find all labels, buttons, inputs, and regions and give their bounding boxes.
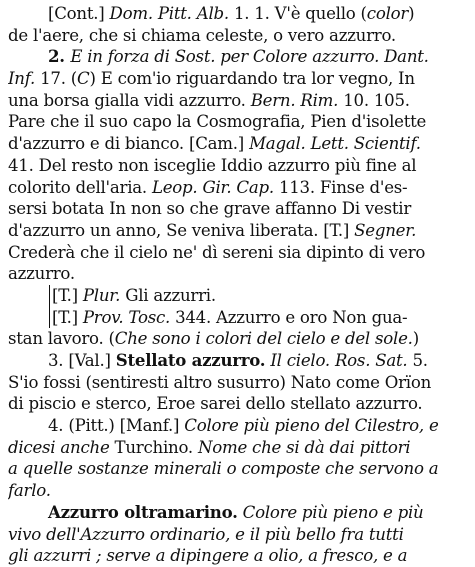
text-line [8,220,469,242]
text-line [8,177,469,199]
text-segment: E in forza di Sost. per Colore azzurro. Dant. [70,47,429,67]
text-line [8,155,469,177]
text-segment: colorito dell'aria. [8,177,152,197]
text-segment: Leop. Gir. Cap. [151,177,274,197]
text-segment: a quelle sostanze minerali o composte che servono a [8,459,439,479]
text-segment: 3. [Val.] [48,351,116,370]
text-segment: ) [412,329,419,349]
text-segment: Pare che il suo capo la Cosmografia, Pien d'isolette [8,112,427,132]
text-segment: Inf. [8,69,36,89]
text-segment: Crederà che il cielo ne' dì sereni sia dipinto di vero [8,242,426,262]
text-line [8,68,469,90]
text-segment: Dom. Pitt. Alb. [109,4,229,23]
text-segment: S'io fossi (sentiresti altro susurro) Nato come Orïon [8,372,432,392]
text-segment: 4. (Pitt.) [Manf.] [48,416,185,436]
text-segment: 10. 105. [338,90,410,110]
text-segment: 344. Azzurro e oro Non gua- [170,307,408,327]
text-line [8,3,469,25]
text-segment: di piscio e sterco, Eroe sarei dello stellato azzurro. [8,394,423,414]
text-line [8,502,469,524]
text-line [8,480,469,502]
text-segment: Stellato azzurro. [115,350,266,370]
boxed-subentry [49,307,407,329]
text-segment: Colore più pieno del Cilestro, e [184,416,439,436]
text-line [8,307,469,329]
text-segment: una borsa gialla vidi azzurro. [8,90,251,110]
text-segment: dicesi anche [8,437,110,457]
text-segment: sersi botata In non so che grave affanno Di vestir [8,199,412,219]
text-segment: Segner. [354,220,417,240]
text-segment: [T.] [52,307,83,327]
text-segment: stan lavoro. ( [8,329,115,349]
text-segment: Nome che si dà dai pittori [197,437,411,457]
text-line [8,111,469,133]
text-line [8,458,469,480]
text-line [8,415,469,437]
text-line [8,133,469,155]
text-segment: azzurro. [8,264,75,284]
text-segment: 17. ( [35,69,77,89]
text-segment: Colore più pieno e più [242,502,424,522]
text-line [8,25,469,47]
text-segment: Che sono i colori del cielo e del sole. [114,329,413,349]
text-segment: Il cielo. Ros. Sat. [270,351,408,370]
text-line [8,524,469,546]
text-line [8,198,469,220]
text-line [8,46,469,68]
text-segment: gli azzurri ; serve a dipingere a olio, a fresco, e a [8,546,408,566]
text-segment: [T.] [52,285,83,305]
text-segment: Bern. Rim. [250,90,339,110]
boxed-subentry [49,285,216,307]
text-line [8,393,469,415]
text-segment: ) E com'io riguardando tra lor vegno, In [89,69,415,89]
text-segment: d'azzurro e di bianco. [Cam.] [8,134,250,154]
text-line [8,372,469,394]
text-segment: ) [408,4,415,23]
text-line [8,263,469,285]
text-segment: Prov. Tosc. [82,307,171,327]
text-segment: de l'aere, che si chiama celeste, o vero azzurro. [8,25,396,45]
text-segment: Azzurro oltramarino. [48,501,238,522]
text-line [8,90,469,112]
text-segment: Gli azzurri. [120,285,216,305]
text-segment: 2. [48,46,71,67]
text-line [8,350,469,372]
text-segment: C [77,69,90,89]
text-line [8,285,469,307]
text-segment: 41. Del resto non isceglie Iddio azzurro più fine al [8,155,417,175]
text-segment: d'azzurro un anno, Se veniva liberata. [T.] [8,220,355,240]
text-segment: Turchino. [109,437,198,457]
text-segment: 5. [407,351,428,370]
text-line [8,242,469,264]
text-line [8,328,469,350]
text-segment: Plur. [82,285,121,305]
text-segment: 113. Finse d'es- [273,177,408,197]
text-segment: Magal. Lett. Scientif. [249,134,421,154]
text-segment: [Cont.] [48,4,110,23]
text-line [8,545,469,567]
text-segment: farlo. [8,481,51,501]
text-segment: 1. 1. V'è quello ( [228,4,367,23]
text-segment: vivo dell'Azzurro ordinario, e il più bello fra tutti [8,524,404,544]
text-line [8,437,469,459]
text-segment: color [366,4,409,23]
